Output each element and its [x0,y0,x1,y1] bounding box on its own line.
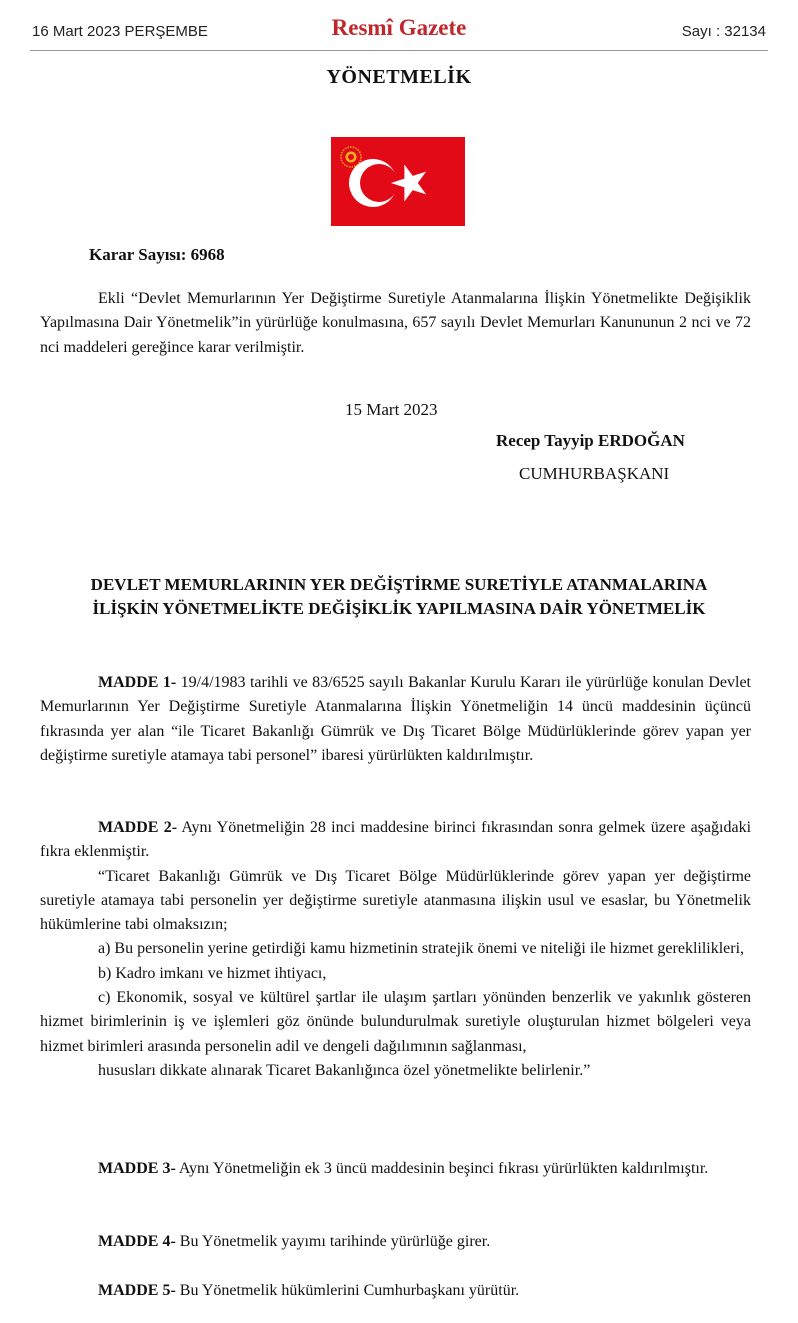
article-text: Bu Yönetmelik hükümlerini Cumhurbaşkanı yürütür. [175,1282,520,1299]
document-type-heading: YÖNETMELİK [326,66,472,88]
article-3 [40,1157,751,1181]
article-text: Aynı Yönetmeliğin ek 3 üncü maddesinin beşinci fıkrası yürürlükten kaldırılmıştır. [175,1160,709,1177]
list-item-b: b) Kadro imkanı ve hizmet ihtiyacı, [98,964,327,982]
article-label: MADDE 3- [98,1160,176,1177]
quote-closing: hususları dikkate alınarak Ticaret Bakanlığınca özel yönetmelikte belirlenir.” [98,1061,591,1079]
decision-text: Ekli “Devlet Memurlarının Yer Değiştirme Suretiyle Atanmalarına İlişkin Yönetmelikte Değişiklik Yapılmasına Dair Yönetmelik”in yürürlüğe konulmasına, 657 sayılı Devlet Memurları Kanununun 2 nci ve 72 nci maddeleri gereğince karar verilmiştir. [40,290,751,356]
article-5 [40,1279,751,1303]
signature-date: 15 Mart 2023 [345,400,438,419]
header-date: 16 Mart 2023 PERŞEMBE [32,23,208,40]
signatory-title: CUMHURBAŞKANI [519,464,670,483]
article-label: MADDE 5- [98,1282,176,1299]
turkish-flag-icon [331,137,465,226]
article-text: Aynı Yönetmeliğin 28 inci maddesine birinci fıkrasından sonra gelmek üzere aşağıdaki fıkra eklenmiştir. [40,819,752,861]
issue-number: Sayı : 32134 [681,23,766,40]
signatory-name: Recep Tayyip ERDOĞAN [496,431,685,450]
article-label: MADDE 2- [98,819,178,836]
regulation-title-line-2: İLİŞKİN YÖNETMELİKTE DEĞİŞİKLİK YAPILMASINA DAİR YÖNETMELİK [92,599,706,618]
regulation-title-line-1: DEVLET MEMURLARININ YER DEĞİŞTİRME SURETİYLE ATANMALARINA [90,575,708,594]
article-text: 19/4/1983 tarihli ve 83/6525 sayılı Bakanlar Kurulu Kararı ile yürürlüğe konulan Devlet Memurlarının Yer Değiştirme Suretiyle Atanmalarına İlişkin Yönetmeliğin 14 üncü maddesinin üçüncü fıkrasında yer alan “ile Ticaret Bakanlığı Gümrük ve Dış Ticaret Bölge Müdürlüklerinde görev yapan yer değiştirme suretiyle atamaya tabi personel” ibaresi yürürlükten kaldırılmıştır. [40,674,752,764]
list-item-c: c) Ekonomik, sosyal ve kültürel şartlar ile ulaşım şartları yönünden benzerlik ve yakınlık gösteren hizmet birimlerinin iş ve işlemleri göz önünde bulundurulmak suretiyle oluşturulan hizmet bölgeleri veya hizmet birimleri arasında personelin adil ve dengeli dağılımının sağlanması, [40,989,751,1055]
regulation-title [40,573,758,621]
gazette-header [30,14,768,51]
article-label: MADDE 1- [98,674,177,691]
article-1 [40,671,751,768]
article-label: MADDE 4- [98,1233,176,1250]
decision-number: Karar Sayısı: 6968 [89,245,225,264]
article-2 [40,816,751,1083]
gazette-title: Resmî Gazete [331,15,467,40]
list-item-a: a) Bu personelin yerine getirdiği kamu hizmetinin stratejik önemi ve niteliği ile hizmet gereklilikleri, [98,940,745,958]
article-4 [40,1230,751,1254]
quote-intro: “Ticaret Bakanlığı Gümrük ve Dış Ticaret Bölge Müdürlüklerinde görev yapan yer değiştirme suretiyle atamaya tabi personelin yer değiştirme suretiyle atanmasına ilişkin usul ve esaslar, bu Yönetmelik hükümlerine tabi olmaksızın; [40,867,751,934]
article-text: Bu Yönetmelik yayımı tarihinde yürürlüğe girer. [175,1233,491,1250]
